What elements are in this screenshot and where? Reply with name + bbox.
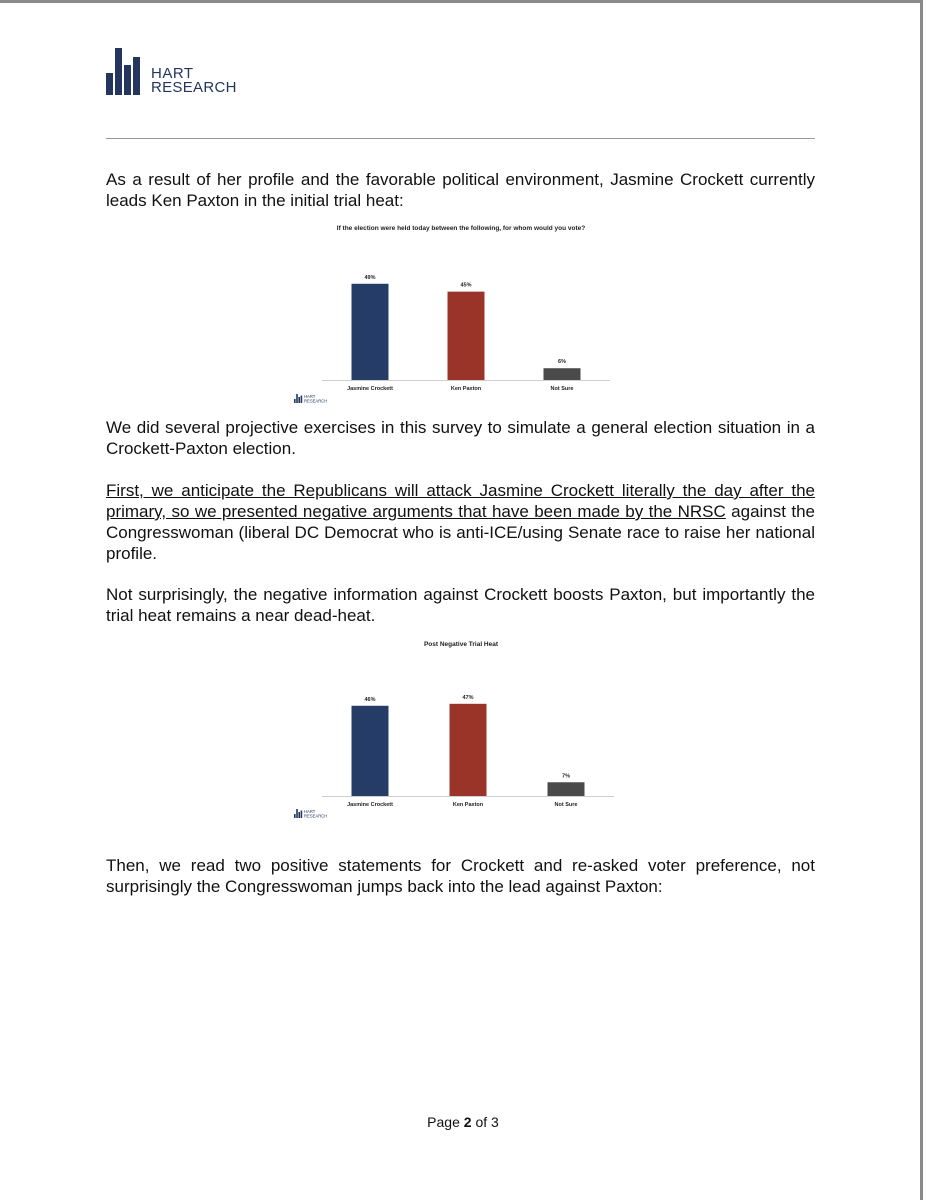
chart-post-negative-trial-heat [286, 636, 636, 826]
category-label: Not Sure [550, 386, 574, 392]
page-current: 2 [463, 1114, 472, 1130]
chart-logo-bar [294, 399, 296, 403]
page-prefix: Page [427, 1114, 464, 1130]
chart-logo-bar [298, 397, 300, 403]
chart-svg [286, 218, 636, 408]
chart-logo-bar [298, 812, 300, 818]
hart-research-logo [106, 48, 237, 95]
logo-text [151, 67, 237, 95]
chart-logo-bar [296, 394, 298, 403]
category-label: Ken Paxton [452, 802, 484, 808]
chart-logo-icon [294, 809, 327, 819]
bar-ken-paxton [450, 704, 487, 796]
logo-line1: HART [151, 65, 194, 82]
bar-not-sure [544, 368, 581, 380]
chart-svg [286, 636, 636, 826]
chart-logo-bar [301, 396, 303, 404]
page-middle: of [471, 1114, 492, 1130]
bar-not-sure [548, 782, 585, 796]
chart-title: Post Negative Trial Heat [423, 641, 499, 648]
logo-line2: RESEARCH [151, 79, 237, 96]
data-label: 49% [364, 274, 376, 281]
data-label: 47% [462, 694, 474, 701]
chart-logo-bar [294, 814, 296, 818]
category-label: Ken Paxton [450, 386, 482, 392]
chart-initial-trial-heat [286, 218, 636, 408]
chart-logo-line2: RESEARCH [304, 398, 328, 404]
chart-logo-line2: RESEARCH [304, 813, 328, 819]
paragraph-negative-result: Not surprisingly, the negative information against Crockett boosts Paxton, but importantly the trial heat remains a near dead-heat. [106, 585, 815, 625]
page-number [0, 1114, 926, 1130]
bar-ken-paxton [448, 292, 485, 380]
bar-jasmine-crockett [352, 284, 389, 380]
data-label: 46% [364, 696, 376, 703]
category-label: Jasmine Crockett [347, 802, 393, 808]
data-label: 45% [460, 282, 472, 289]
category-label: Not Sure [554, 802, 578, 808]
logo-bars-icon [106, 48, 146, 95]
chart-logo-line1: HART [304, 809, 316, 814]
chart-logo-icon [294, 394, 327, 404]
data-label: 7% [562, 773, 570, 780]
paragraph-projective-exercises: We did several projective exercises in this survey to simulate a general election situation in a Crockett-Paxton election. [106, 418, 815, 458]
data-label: 6% [558, 359, 566, 366]
chart-logo-bar [301, 811, 303, 819]
chart-title: If the election were held today between the following, for whom would you vote? [336, 225, 586, 232]
paragraph-initial-trial-heat: As a result of her profile and the favorable political environment, Jasmine Crockett currently leads Ken Paxton in the initial trial heat: [106, 170, 815, 210]
page-total: 3 [491, 1114, 499, 1130]
paragraph-negative-arguments [106, 480, 815, 564]
category-label: Jasmine Crockett [347, 386, 393, 392]
bar-jasmine-crockett [352, 706, 389, 796]
paragraph-positive-statements: Then, we read two positive statements for Crockett and re-asked voter preference, not surprisingly the Congresswoman jumps back into the lead against Paxton: [106, 856, 815, 896]
header-divider [106, 138, 815, 139]
chart-logo-line1: HART [304, 394, 316, 399]
chart-logo-bar [296, 809, 298, 818]
underlined-text: First, we anticipate the Republicans will attack Jasmine Crockett literally the day after the primary, so we presented negative arguments that have been made by the NRSC [106, 481, 815, 521]
paragraph-rest-text: against the Congresswoman (liberal DC Democrat who is anti-ICE/using Senate race to raise her national profile. [106, 502, 815, 563]
